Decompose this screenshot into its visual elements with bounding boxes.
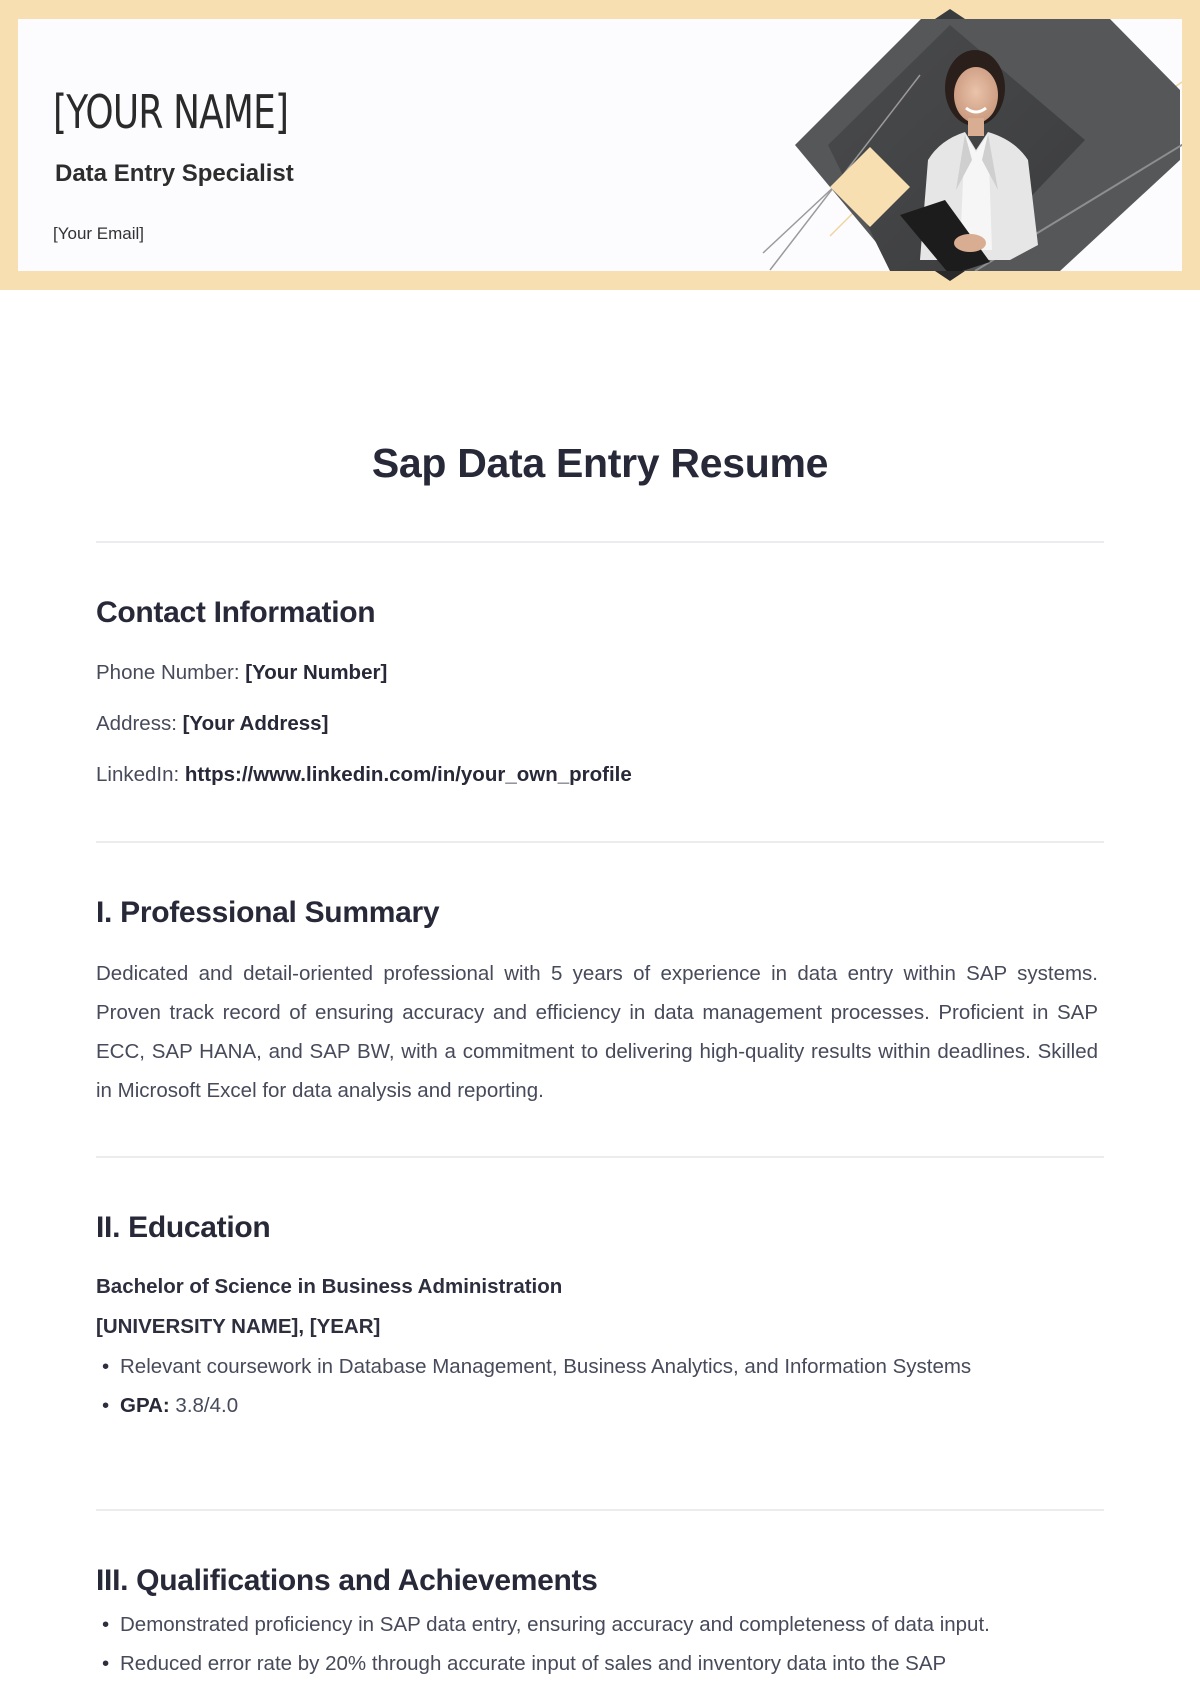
qualifications-bullets — [96, 1605, 1074, 1683]
summary-text: Dedicated and detail-oriented professional with 5 years of experience in data entry within SAP systems. Proven track record of ensuring accuracy and efficiency in data management processes. Proficient in SAP ECC, SAP HANA, and SAP BW, with a commitment to delivering high-quality results within deadlines. Skilled in Microsoft Excel for data analysis and reporting. — [96, 962, 1098, 1102]
divider — [96, 841, 1104, 843]
linkedin-link[interactable]: https://www.linkedin.com/in/your_own_profile — [184, 763, 632, 786]
list-item: • Reduced error rate by 20% through accurate input of sales and inventory data into the SAP — [96, 1644, 1074, 1683]
education-heading: II. Education — [96, 1211, 271, 1244]
linkedin-line — [96, 763, 632, 787]
decorative-lines — [18, 19, 1182, 271]
phone-line — [96, 661, 387, 685]
list-item: • Demonstrated proficiency in SAP data entry, ensuring accuracy and completeness of data input. — [96, 1605, 1074, 1644]
gpa-value: 3.8/4.0 — [169, 1394, 239, 1417]
list-item — [96, 1386, 1074, 1425]
document-title: Sap Data Entry Resume — [371, 440, 829, 486]
header-banner — [0, 0, 1200, 290]
address-line — [96, 712, 328, 736]
divider — [96, 1509, 1104, 1511]
education-bullets — [96, 1347, 1074, 1425]
job-title: Data Entry Specialist — [55, 160, 294, 187]
institution: [UNIVERSITY NAME], [YEAR] — [96, 1315, 381, 1338]
list-item: • Relevant coursework in Database Management, Business Analytics, and Information Systems — [96, 1347, 1074, 1386]
divider — [96, 541, 1104, 543]
phone-value: [Your Number] — [245, 661, 388, 684]
candidate-name: [YOUR NAME] — [53, 85, 289, 139]
linkedin-label: LinkedIn: — [96, 763, 180, 786]
email: [Your Email] — [53, 224, 145, 243]
header-card — [18, 19, 1182, 271]
gpa-label: GPA: — [120, 1394, 170, 1417]
qualifications-heading: III. Qualifications and Achievements — [96, 1564, 598, 1597]
phone-label: Phone Number: — [96, 661, 240, 684]
degree: Bachelor of Science in Business Administration — [96, 1275, 563, 1298]
divider — [96, 1156, 1104, 1158]
address-value: [Your Address] — [182, 712, 329, 735]
summary-heading: I. Professional Summary — [96, 896, 440, 929]
address-label: Address: — [96, 712, 177, 735]
contact-heading: Contact Information — [96, 596, 376, 629]
